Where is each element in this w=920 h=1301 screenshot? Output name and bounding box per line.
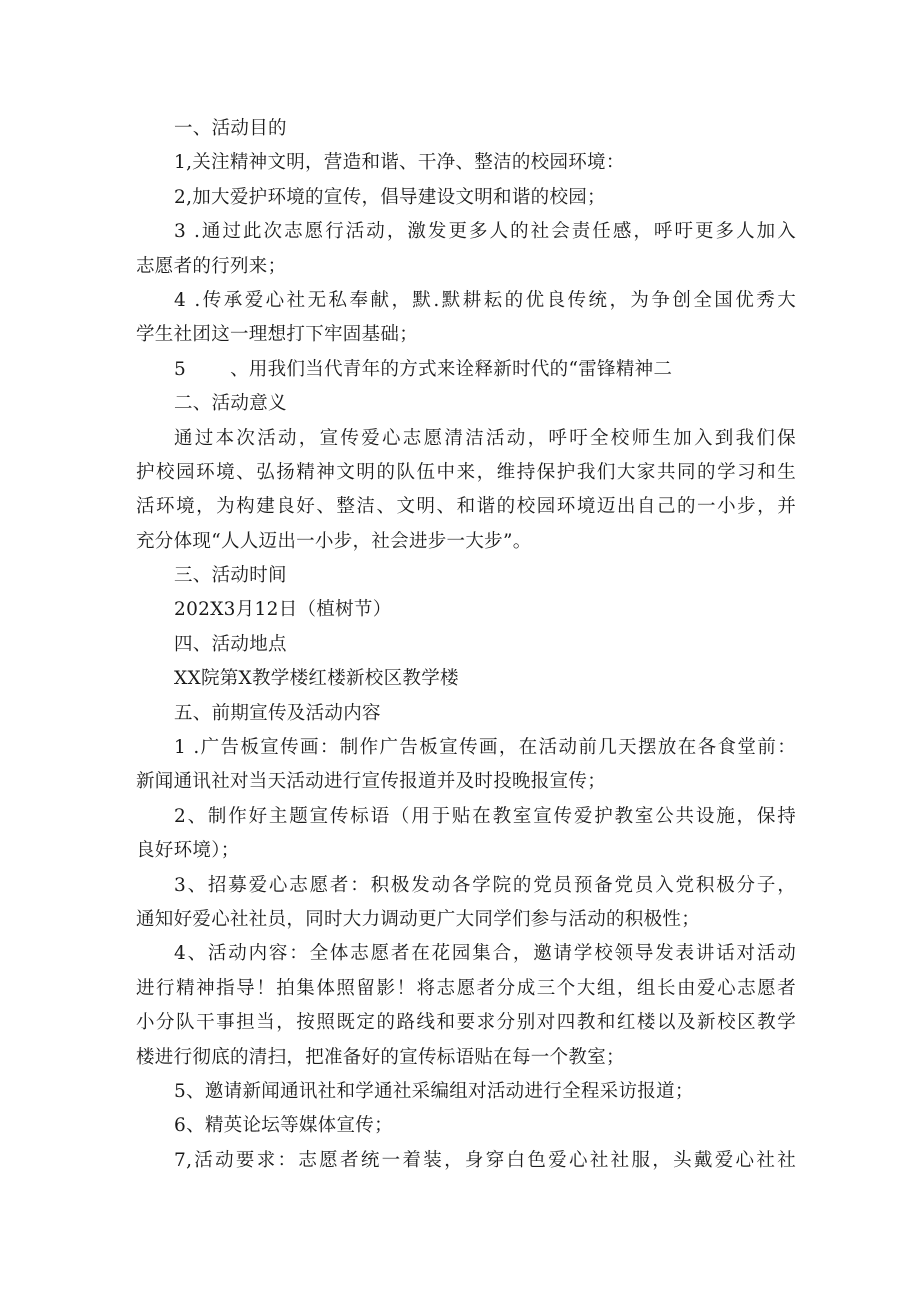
line-text: 四、活动地点 [174, 633, 287, 655]
line-text: 4 .传承爱心社无私奉献，默.默耕耘的优良传统，为争创全国优秀大 [174, 289, 796, 311]
list-number: 5 [174, 358, 187, 380]
text-line [136, 937, 796, 971]
line-text: 护校园环境、弘扬精神文明的队伍中来，维持保护我们大家共同的学习和生 [136, 461, 796, 483]
text-line [136, 903, 796, 937]
text-line [136, 146, 796, 180]
line-text: 志愿者的行列来； [136, 255, 287, 277]
line-text: 充分体现“人人迈出一小步，社会进步一大步”。 [136, 530, 532, 552]
line-text: 学生社团这一理想打下牢固基础； [136, 324, 419, 346]
line-text: 通知好爱心社社员，同时大力调动更广大同学们参与活动的积极性； [136, 908, 701, 930]
text-line [136, 525, 796, 559]
text-line [136, 972, 796, 1006]
text-line [136, 215, 796, 249]
text-line [136, 834, 796, 868]
text-line [136, 112, 796, 146]
text-line [136, 697, 796, 731]
text-line [136, 1109, 796, 1143]
line-text: 二、活动意义 [174, 393, 287, 415]
line-text: 1,关注精神文明，营造和谐、干净、整洁的校园环境： [174, 152, 625, 174]
line-text: 2、制作好主题宣传标语（用于贴在教室宣传爱护教室公共设施，保持 [174, 805, 796, 827]
text-line [136, 662, 796, 696]
document-page [136, 112, 796, 1178]
line-text: 楼进行彻底的清扫，把准备好的宣传标语贴在每一个教室； [136, 1046, 625, 1068]
text-line [136, 250, 796, 284]
text-line [136, 181, 796, 215]
line-text: 进行精神指导！拍集体照留影！将志愿者分成三个大组，组长由爱心志愿者 [136, 977, 796, 999]
line-text: 小分队干事担当，按照既定的路线和要求分别对四教和红楼以及新校区教学 [136, 1012, 796, 1034]
text-line [136, 490, 796, 524]
line-text: 通过本次活动，宣传爱心志愿清洁活动，呼吁全校师生加入到我们保 [174, 427, 796, 449]
line-text: 3 .通过此次志愿行活动，激发更多人的社会责任感，呼吁更多人加入 [174, 221, 796, 243]
text-line [136, 318, 796, 352]
text-line [136, 559, 796, 593]
text-line [136, 593, 796, 627]
text-line [136, 422, 796, 456]
line-text: 202X3月12日（植树节） [174, 599, 392, 621]
text-line [136, 1006, 796, 1040]
text-line [136, 456, 796, 490]
line-text: 7,活动要求：志愿者统一着装，身穿白色爱心社社服，头戴爱心社社 [174, 1149, 796, 1171]
line-text: 、用我们当代青年的方式来诠释新时代的“雷锋精神二 [230, 358, 673, 380]
text-line [136, 731, 796, 765]
line-text: XX院第X教学楼红楼新校区教学楼 [174, 668, 459, 690]
line-text: 2,加大爱护环境的宣传，倡导建设文明和谐的校园； [174, 186, 606, 208]
line-text: 5、邀请新闻通讯社和学通社采编组对活动进行全程采访报道； [174, 1080, 694, 1102]
text-line [136, 628, 796, 662]
line-text: 活环境，为构建良好、整洁、文明、和谐的校园环境迈出自己的一小步，并 [136, 496, 796, 518]
text-line [136, 387, 796, 421]
text-line [136, 765, 796, 799]
text-line [136, 1041, 796, 1075]
line-text: 4、活动内容：全体志愿者在花园集合，邀请学校领导发表讲话对活动 [174, 943, 796, 965]
line-text: 一、活动目的 [174, 118, 287, 139]
line-text: 三、活动时间 [174, 565, 287, 587]
text-line [136, 353, 796, 387]
line-text: 良好环境）； [136, 840, 240, 862]
text-line [136, 1075, 796, 1109]
text-line [136, 800, 796, 834]
line-text: 1 .广告板宣传画：制作广告板宣传画，在活动前几天摆放在各食堂前： [174, 737, 796, 759]
line-text: 3、招募爱心志愿者：积极发动各学院的党员预备党员入党积极分子， [174, 874, 796, 896]
text-line [136, 1144, 796, 1178]
line-text: 新闻通讯社对当天活动进行宣传报道并及时投晚报宣传； [136, 771, 607, 793]
line-text: 6、精英论坛等媒体宣传； [174, 1115, 393, 1137]
text-line [136, 284, 796, 318]
line-text: 五、前期宣传及活动内容 [174, 702, 381, 724]
text-line [136, 869, 796, 903]
